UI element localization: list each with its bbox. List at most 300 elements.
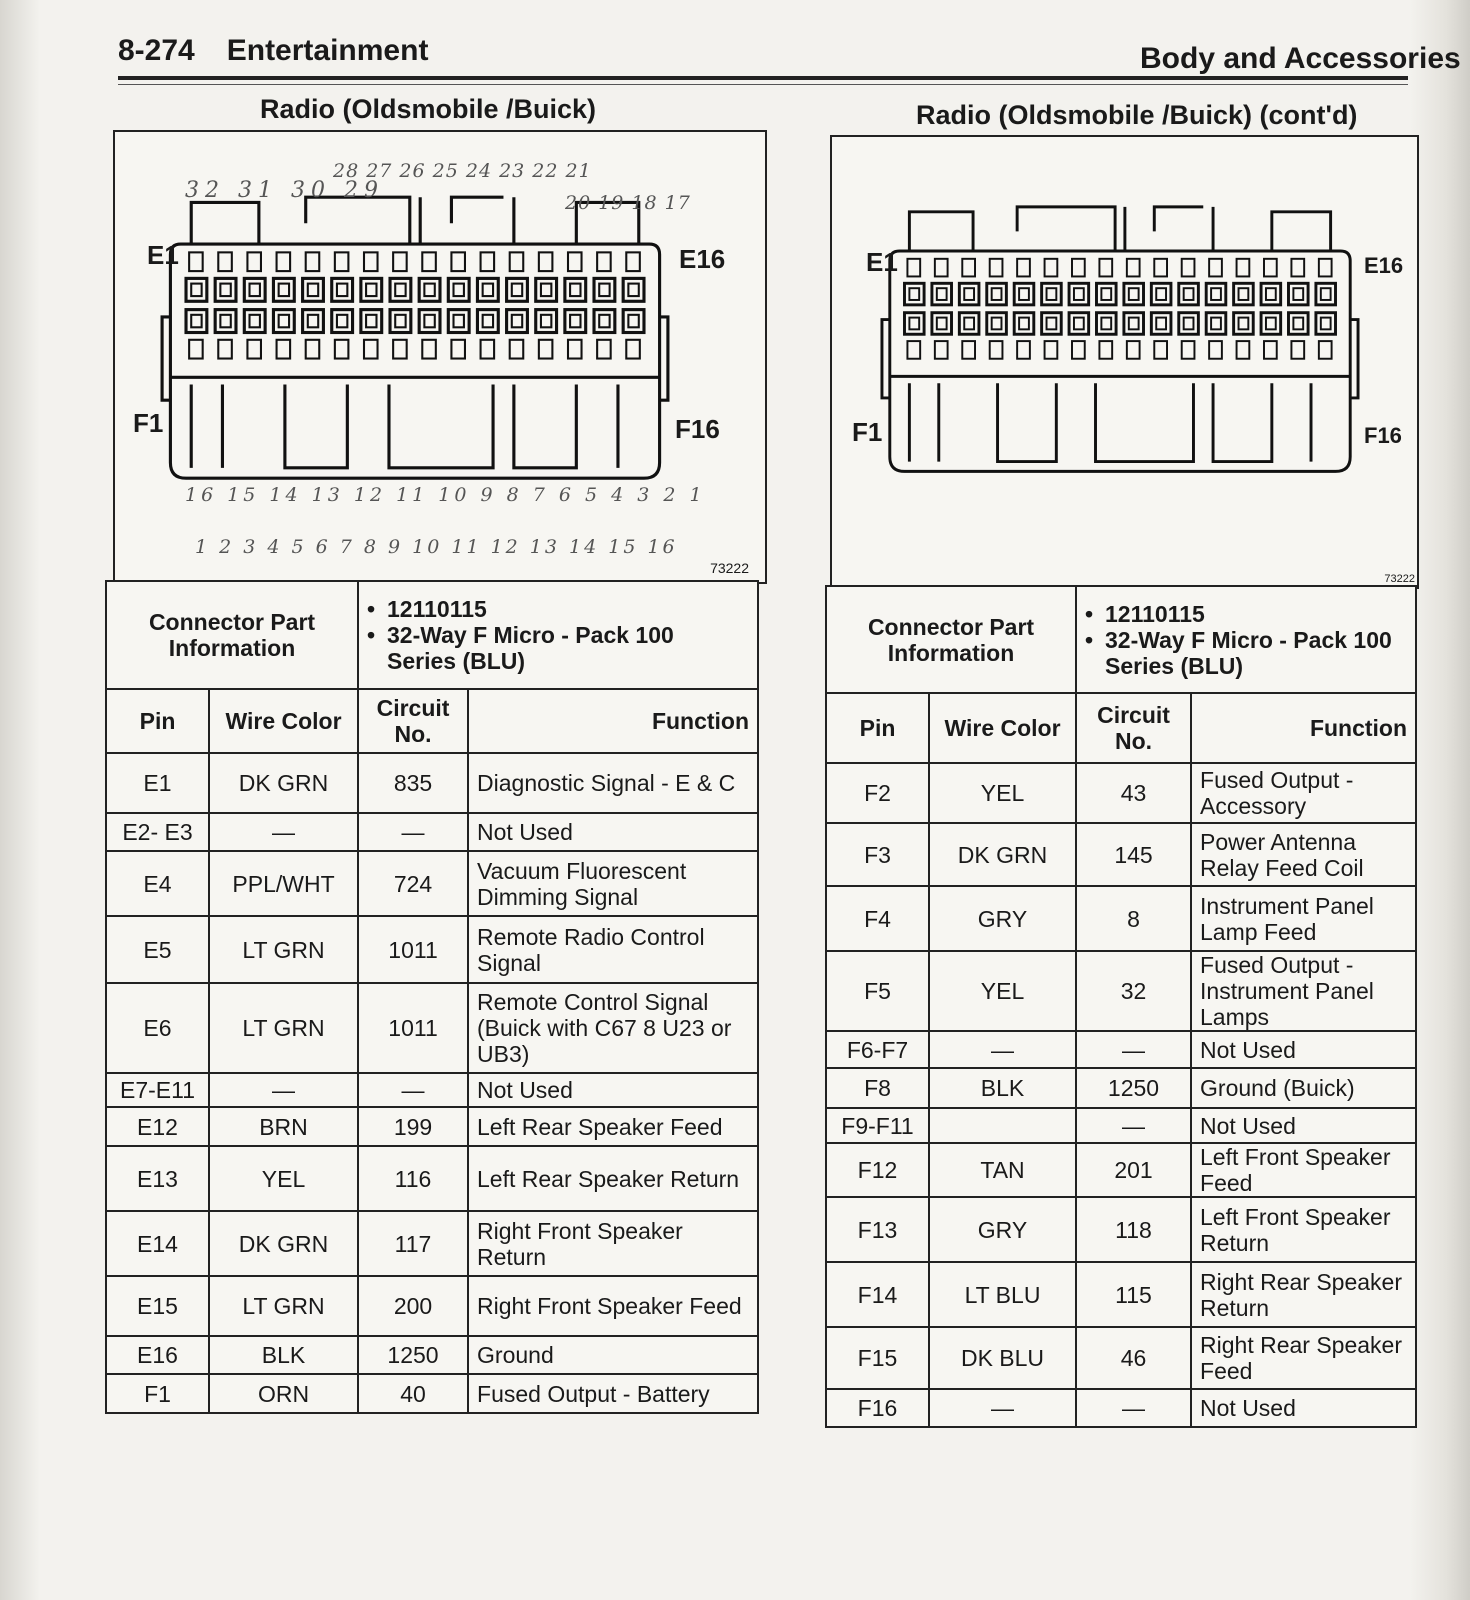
terminal-cavity: [1316, 283, 1336, 305]
cell-function: Right Rear Speaker Return: [1191, 1262, 1416, 1327]
cell-function: Ground: [468, 1336, 758, 1374]
terminal-inner: [964, 318, 974, 330]
terminal-slot: [364, 340, 378, 359]
page-binding-shadow: [0, 0, 40, 1600]
cell-circuit: 201: [1076, 1143, 1191, 1197]
cell-wire: YEL: [929, 951, 1076, 1031]
cell-circuit: 43: [1076, 763, 1191, 823]
terminal-cavity: [390, 278, 411, 301]
cell-function: Remote Radio Control Signal: [468, 916, 758, 983]
terminal-inner: [937, 288, 947, 300]
terminal-cavity: [419, 278, 440, 301]
cell-circuit: —: [358, 813, 468, 851]
pin-label-e16: E16: [1364, 253, 1404, 278]
cell-pin: E15: [106, 1276, 209, 1336]
terminal-slot: [1264, 259, 1277, 277]
cell-pin: F12: [826, 1143, 929, 1197]
cell-wire: DK GRN: [929, 823, 1076, 886]
cell-pin: F13: [826, 1197, 929, 1262]
connector-info-label: Connector Part Information: [106, 581, 358, 689]
cell-circuit: 1011: [358, 916, 468, 983]
connector-keyways: [909, 383, 1311, 461]
terminal-cavity: [594, 278, 615, 301]
connector-info-values: [1076, 586, 1416, 693]
terminal-cavity: [904, 313, 924, 335]
column-header: Pin: [826, 693, 929, 763]
terminal-cavity: [904, 283, 924, 305]
terminal-cavity: [1261, 313, 1281, 335]
cell-circuit: 145: [1076, 823, 1191, 886]
cell-circuit: 199: [358, 1107, 468, 1146]
terminal-inner: [220, 315, 230, 327]
cell-pin: F15: [826, 1327, 929, 1389]
terminal-cavity: [1288, 313, 1308, 335]
cell-pin: E1: [106, 753, 209, 813]
terminal-inner: [964, 288, 974, 300]
table-row: [106, 851, 758, 916]
terminal-slot: [335, 252, 349, 271]
terminal-slot: [990, 259, 1003, 277]
cell-pin: E4: [106, 851, 209, 916]
cell-circuit: —: [1076, 1031, 1191, 1068]
terminal-inner: [541, 315, 551, 327]
terminal-inner: [454, 284, 464, 296]
cell-function: Left Rear Speaker Return: [468, 1146, 758, 1211]
page-header: [118, 34, 460, 68]
terminal-cavity: [244, 278, 265, 301]
cell-function: Fused Output - Battery: [468, 1374, 758, 1413]
terminal-slot: [335, 340, 349, 359]
cell-function: Not Used: [1191, 1108, 1416, 1143]
terminal-cavity: [186, 278, 207, 301]
terminal-inner: [1156, 318, 1166, 330]
terminal-cavity: [1151, 313, 1171, 335]
cell-pin: F14: [826, 1262, 929, 1327]
terminal-slot: [1099, 341, 1112, 359]
cell-pin: F3: [826, 823, 929, 886]
terminal-cavity: [1096, 313, 1116, 335]
terminal-slot: [277, 340, 291, 359]
terminal-inner: [191, 284, 201, 296]
terminal-inner: [992, 318, 1002, 330]
terminal-inner: [599, 315, 609, 327]
cell-pin: F6-F7: [826, 1031, 929, 1068]
terminal-inner: [1047, 288, 1057, 300]
terminal-inner: [1129, 318, 1139, 330]
cell-function: Left Front Speaker Feed: [1191, 1143, 1416, 1197]
terminal-inner: [1266, 288, 1276, 300]
terminal-slot: [1045, 341, 1058, 359]
terminal-slot: [568, 340, 582, 359]
column-header: Wire Color: [209, 689, 358, 753]
terminal-inner: [570, 284, 580, 296]
terminal-inner: [1211, 288, 1221, 300]
terminal-inner: [1239, 288, 1249, 300]
terminal-inner: [366, 284, 376, 296]
table-row: [826, 1327, 1416, 1389]
terminal-cavity: [1151, 283, 1171, 305]
terminal-cavity: [959, 313, 979, 335]
terminal-cavity: [1234, 283, 1254, 305]
terminal-cavity: [536, 310, 557, 333]
cell-wire: GRY: [929, 886, 1076, 951]
terminal-slot: [1127, 341, 1140, 359]
table-row: [106, 1146, 758, 1211]
connector-keyways: [191, 385, 618, 468]
cell-wire: LT GRN: [209, 1276, 358, 1336]
handwritten-note: 1 2 3 4 5 6 7 8 9 10 11 12 13 14 15 16: [195, 536, 678, 558]
cell-wire: BLK: [929, 1068, 1076, 1108]
terminal-inner: [1293, 318, 1303, 330]
terminal-slot: [1237, 341, 1250, 359]
terminal-cavity: [215, 310, 236, 333]
table-row: [106, 753, 758, 813]
cell-wire: PPL/WHT: [209, 851, 358, 916]
cell-pin: E5: [106, 916, 209, 983]
cell-circuit: 115: [1076, 1262, 1191, 1327]
cell-pin: E6: [106, 983, 209, 1073]
terminal-inner: [337, 284, 347, 296]
cell-circuit: 118: [1076, 1197, 1191, 1262]
terminal-slot: [539, 340, 553, 359]
table-row: [826, 1197, 1416, 1262]
terminal-slot: [1072, 259, 1085, 277]
header-rule-thin: [118, 84, 1408, 85]
terminal-slot: [1291, 341, 1304, 359]
table-row: [826, 823, 1416, 886]
terminal-inner: [1019, 318, 1029, 330]
terminal-slot: [1291, 259, 1304, 277]
column-header: Circuit No.: [1076, 693, 1191, 763]
terminal-slot: [1017, 341, 1030, 359]
section-title: Entertainment: [226, 34, 429, 67]
terminal-inner: [599, 284, 609, 296]
terminal-slot: [962, 259, 975, 277]
table-row: [826, 1143, 1416, 1197]
terminal-cavity: [1069, 313, 1089, 335]
terminal-inner: [512, 284, 522, 296]
terminal-inner: [366, 315, 376, 327]
terminal-slot: [451, 340, 465, 359]
terminal-inner: [1184, 318, 1194, 330]
cell-wire: ORN: [209, 1374, 358, 1413]
cell-wire: LT GRN: [209, 916, 358, 983]
cell-wire: GRY: [929, 1197, 1076, 1262]
table-row: [106, 1336, 758, 1374]
table-row: [826, 1031, 1416, 1068]
terminal-slot: [277, 252, 291, 271]
cell-function: Vacuum Fluorescent Dimming Signal: [468, 851, 758, 916]
cell-circuit: 835: [358, 753, 468, 813]
left-connector-diagram: [113, 130, 767, 584]
terminal-inner: [512, 315, 522, 327]
terminal-cavity: [1316, 313, 1336, 335]
terminal-slot: [393, 252, 407, 271]
terminal-cavity: [186, 310, 207, 333]
cell-pin: E7-E11: [106, 1073, 209, 1107]
connector-info-item: • 12110115: [367, 596, 749, 622]
terminal-inner: [250, 315, 260, 327]
terminal-slot: [1072, 341, 1085, 359]
table-row: [826, 1389, 1416, 1427]
terminal-slot: [306, 340, 320, 359]
pin-label-e1: E1: [147, 240, 179, 270]
cell-circuit: 1011: [358, 983, 468, 1073]
terminal-cavity: [1124, 313, 1144, 335]
connector-latches: [909, 207, 1330, 251]
terminal-cavity: [244, 310, 265, 333]
cell-pin: F4: [826, 886, 929, 951]
terminal-cavity: [273, 278, 294, 301]
cell-circuit: 1250: [1076, 1068, 1191, 1108]
figure-number: 73222: [1384, 573, 1415, 585]
terminal-inner: [424, 315, 434, 327]
table-row: [106, 1073, 758, 1107]
left-panel-title: Radio (Oldsmobile /Buick): [260, 94, 597, 124]
terminal-inner: [308, 315, 318, 327]
terminal-inner: [1211, 318, 1221, 330]
pin-label-f1: F1: [133, 408, 164, 438]
terminal-slot: [481, 340, 495, 359]
cell-wire: —: [209, 1073, 358, 1107]
right-connector-diagram: [830, 135, 1419, 589]
terminal-slot: [907, 341, 920, 359]
terminal-cavity: [1179, 283, 1199, 305]
cell-function: Not Used: [468, 1073, 758, 1107]
terminal-cavity: [932, 313, 952, 335]
terminal-inner: [1266, 318, 1276, 330]
connector-info-label: Connector Part Information: [826, 586, 1076, 693]
cell-circuit: 1250: [358, 1336, 468, 1374]
cell-wire: [929, 1108, 1076, 1143]
cell-pin: E12: [106, 1107, 209, 1146]
terminal-slot: [189, 252, 203, 271]
terminal-cavity: [1014, 313, 1034, 335]
cell-function: Instrument Panel Lamp Feed: [1191, 886, 1416, 951]
cell-wire: DK GRN: [209, 753, 358, 813]
pin-label-f1: F1: [852, 417, 883, 447]
terminal-cavity: [987, 313, 1007, 335]
table-row: [106, 813, 758, 851]
column-header: Circuit No.: [358, 689, 468, 753]
column-header: Wire Color: [929, 693, 1076, 763]
terminal-inner: [1321, 318, 1331, 330]
connector-info-item: • 12110115: [1085, 601, 1407, 627]
column-header: Function: [468, 689, 758, 753]
cell-pin: E2- E3: [106, 813, 209, 851]
terminal-cavity: [390, 310, 411, 333]
terminal-cavity: [448, 310, 469, 333]
cell-circuit: —: [1076, 1389, 1191, 1427]
column-header: Function: [1191, 693, 1416, 763]
terminal-inner: [628, 284, 638, 296]
terminal-inner: [483, 284, 493, 296]
figure-number: 73222: [710, 560, 749, 576]
terminal-cavity: [215, 278, 236, 301]
terminal-cavity: [477, 310, 498, 333]
terminal-slot: [510, 340, 524, 359]
terminal-cavity: [1206, 283, 1226, 305]
terminal-cavity: [594, 310, 615, 333]
cell-circuit: 40: [358, 1374, 468, 1413]
right-pinout-table: [825, 585, 1417, 1428]
terminal-cavity: [565, 278, 586, 301]
cell-pin: F9-F11: [826, 1108, 929, 1143]
terminal-cavity: [1234, 313, 1254, 335]
terminal-inner: [628, 315, 638, 327]
handwritten-note: 28 27 26 25 24 23 22 21: [333, 160, 592, 182]
cell-wire: DK GRN: [209, 1211, 358, 1276]
terminal-cavity: [507, 310, 528, 333]
terminal-cavity: [1042, 313, 1062, 335]
cell-wire: —: [209, 813, 358, 851]
page-curl-shadow: [1410, 0, 1470, 1600]
terminal-inner: [1074, 288, 1084, 300]
cell-circuit: 32: [1076, 951, 1191, 1031]
cell-pin: F16: [826, 1389, 929, 1427]
table-row: [106, 1374, 758, 1413]
connector-info-item: • 32-Way F Micro - Pack 100 Series (BLU): [367, 622, 749, 674]
terminal-slot: [1099, 259, 1112, 277]
left-pinout-table: [105, 580, 759, 1414]
terminal-inner: [1101, 288, 1111, 300]
terminal-inner: [1321, 288, 1331, 300]
terminal-slot: [626, 252, 640, 271]
cell-circuit: 46: [1076, 1327, 1191, 1389]
terminal-inner: [541, 284, 551, 296]
terminal-slot: [1264, 341, 1277, 359]
table-row: [826, 886, 1416, 951]
terminal-slot: [597, 340, 611, 359]
cell-wire: BRN: [209, 1107, 358, 1146]
terminal-cavity: [273, 310, 294, 333]
terminal-inner: [308, 284, 318, 296]
terminal-cavity: [1206, 313, 1226, 335]
terminal-inner: [220, 284, 230, 296]
terminal-slot: [451, 252, 465, 271]
terminal-slot: [1319, 259, 1332, 277]
terminal-cavity: [623, 310, 644, 333]
terminal-slot: [1182, 259, 1195, 277]
table-row: [106, 1276, 758, 1336]
terminal-cavity: [1069, 283, 1089, 305]
terminal-cavity: [536, 278, 557, 301]
table-row: [826, 951, 1416, 1031]
cell-circuit: 724: [358, 851, 468, 916]
connector-info-row: [106, 581, 758, 689]
terminal-slot: [1154, 259, 1167, 277]
table-row: [826, 763, 1416, 823]
terminal-cavity: [1179, 313, 1199, 335]
terminal-inner: [424, 284, 434, 296]
handwritten-note: 16 15 14 13 12 11 10 9 8 7 6 5 4 3 2 1: [185, 484, 706, 506]
table-header-row: [106, 689, 758, 753]
handwritten-note: 20 19 18 17: [565, 192, 691, 214]
cell-pin: E16: [106, 1336, 209, 1374]
terminal-inner: [909, 318, 919, 330]
cell-wire: DK BLU: [929, 1327, 1076, 1389]
page-number: 8-274: [118, 34, 195, 67]
cell-wire: LT BLU: [929, 1262, 1076, 1327]
table-row: [106, 983, 758, 1073]
cell-circuit: 8: [1076, 886, 1191, 951]
terminal-inner: [279, 284, 289, 296]
terminal-slot: [218, 340, 232, 359]
connector-info-values: [358, 581, 758, 689]
terminal-cavity: [1014, 283, 1034, 305]
terminal-cavity: [1288, 283, 1308, 305]
terminal-inner: [1101, 318, 1111, 330]
connector-info-item: • 32-Way F Micro - Pack 100 Series (BLU): [1085, 627, 1407, 679]
header-rule: [118, 76, 1408, 80]
cell-function: Right Rear Speaker Feed: [1191, 1327, 1416, 1389]
table-row: [106, 1107, 758, 1146]
terminal-cavity: [1096, 283, 1116, 305]
table-row: [826, 1068, 1416, 1108]
terminal-slot: [422, 340, 436, 359]
terminal-slot: [364, 252, 378, 271]
terminal-inner: [395, 315, 405, 327]
cell-circuit: 117: [358, 1211, 468, 1276]
terminal-cavity: [448, 278, 469, 301]
terminal-slot: [1045, 259, 1058, 277]
cell-function: Left Front Speaker Return: [1191, 1197, 1416, 1262]
terminal-slot: [539, 252, 553, 271]
terminal-inner: [570, 315, 580, 327]
cell-function: Diagnostic Signal - E & C: [468, 753, 758, 813]
terminal-slot: [935, 259, 948, 277]
terminal-inner: [279, 315, 289, 327]
terminal-inner: [1239, 318, 1249, 330]
pin-label-f16: F16: [1364, 423, 1402, 448]
terminal-slot: [218, 252, 232, 271]
terminal-slot: [568, 252, 582, 271]
terminal-slot: [935, 341, 948, 359]
pin-label-f16: F16: [675, 414, 720, 444]
terminal-cavity: [477, 278, 498, 301]
terminal-inner: [250, 284, 260, 296]
cell-circuit: 116: [358, 1146, 468, 1211]
cell-function: Not Used: [1191, 1389, 1416, 1427]
handwritten-note: 32 31 30 29: [185, 178, 384, 203]
terminal-inner: [483, 315, 493, 327]
cell-wire: TAN: [929, 1143, 1076, 1197]
terminal-cavity: [303, 310, 324, 333]
cell-function: Fused Output - Accessory: [1191, 763, 1416, 823]
terminal-slot: [962, 341, 975, 359]
cell-function: Not Used: [468, 813, 758, 851]
terminal-inner: [1156, 288, 1166, 300]
cell-function: Fused Output - Instrument Panel Lamps: [1191, 951, 1416, 1031]
terminal-inner: [909, 288, 919, 300]
terminal-slot: [1182, 341, 1195, 359]
cell-pin: E13: [106, 1146, 209, 1211]
terminal-slot: [510, 252, 524, 271]
terminal-inner: [1047, 318, 1057, 330]
terminal-slot: [247, 340, 261, 359]
terminal-slot: [481, 252, 495, 271]
cell-wire: BLK: [209, 1336, 358, 1374]
cell-pin: F1: [106, 1374, 209, 1413]
terminal-cavity: [361, 278, 382, 301]
terminal-inner: [454, 315, 464, 327]
terminal-inner: [992, 288, 1002, 300]
connector-drawing: [832, 137, 1417, 587]
cell-pin: E14: [106, 1211, 209, 1276]
cell-function: Ground (Buick): [1191, 1068, 1416, 1108]
terminal-inner: [1019, 288, 1029, 300]
cell-function: Remote Control Signal (Buick with C67 8 U23 or UB3): [468, 983, 758, 1073]
